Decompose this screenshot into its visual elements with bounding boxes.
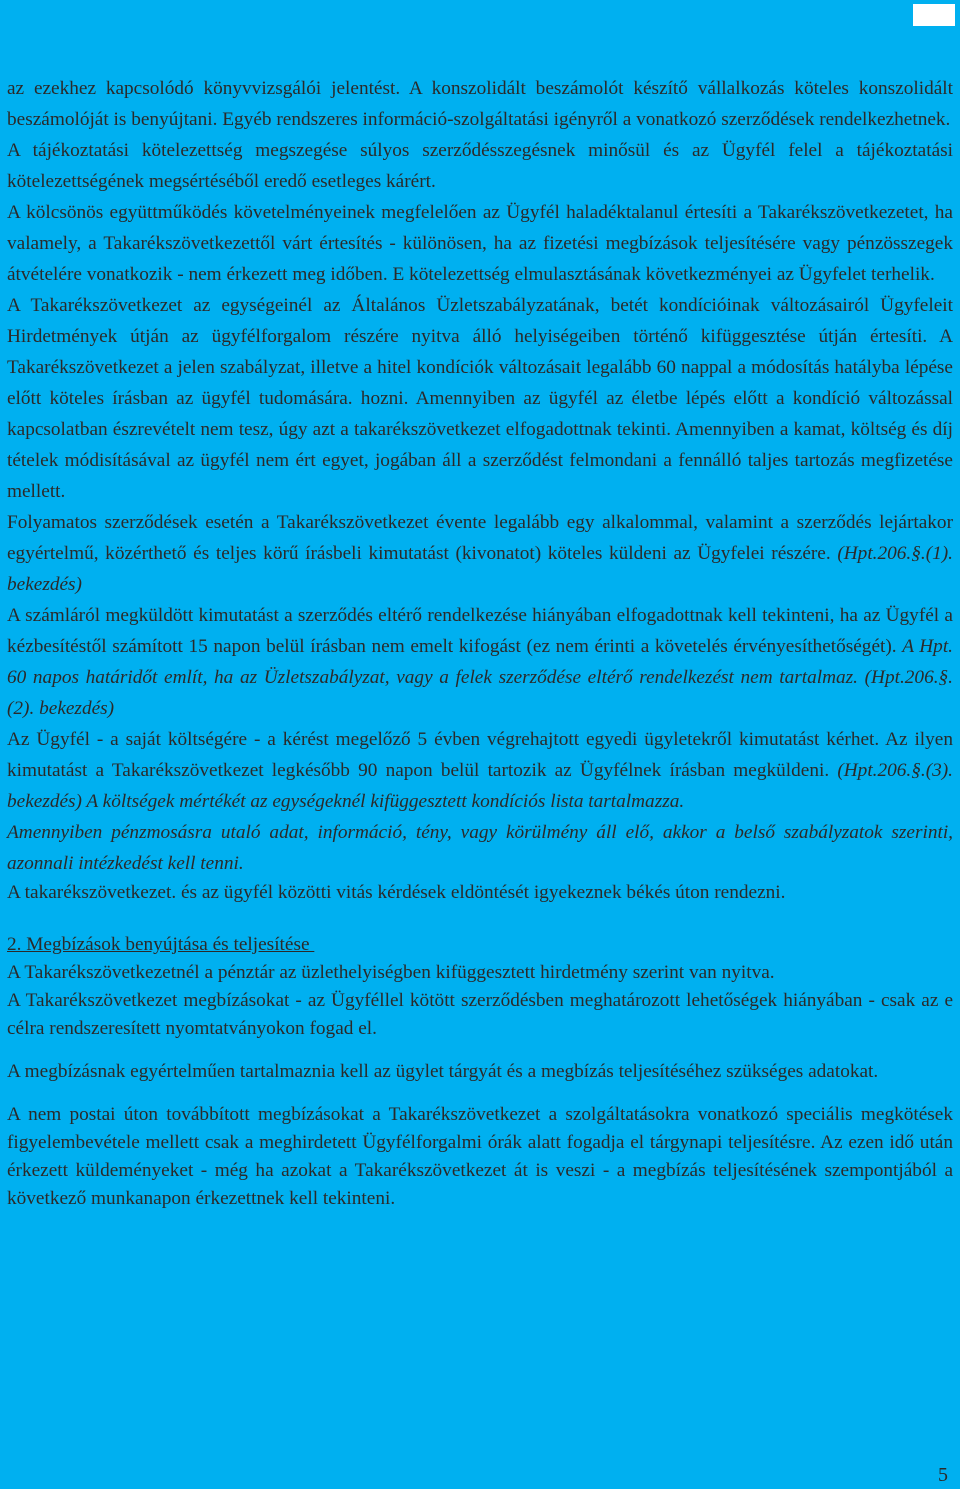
acceptance-text: A számláról megküldött kimutatást a szerződés eltérő rendelkezése hiányában elfogadottnak kell tekinteni, ha az Ügyfél a kézbesítéstől számított 15 napon belül írásban nem emelt kifogást (ez nem érinti a követelés érvényesíthetőségét). [7,605,953,657]
paragraph-transaction-statement [7,724,953,817]
paragraph-conditions-change: A Takarékszövetkezet az egységeinél az Általános Üzletszabályzatának, betét kondícióinak változásairól Ügyfeleit Hirdetmények útján az ügyfélforgalom részére nyitva álló helyiségeiben történő kifüggesztése útján értesíti. A Takarékszövetkezet a jelen szabályzat, illetve a hitel kondíciók változásait legalább 60 nappal a módosítás hatályba lépése előtt köteles írásban az ügyfél tudomására. hozni. Amennyiben az ügyfél az életbe lépés előtt a kondíció változással kapcsolatban észrevételt nem tesz, úgy azt a takarékszövetkezet elfogadottnak tekinti. Amennyiben a kamat, költség és díj tételek módisításával az ügyfél nem ért egyet, jogában áll a szerződést felmondani a fennálló taljes tartozás megfizetése mellett. [7,295,953,502]
document-body [7,73,953,1213]
section-heading: 2. Megbízások benyújtása és teljesítése [7,934,315,955]
corner-box [913,4,955,26]
paragraph-order-acceptance: A nem postai úton továbbított megbízásokat a Takarékszövetkezet a szolgáltatásokra vonatkozó speciális megkötések figyelembevétele mellett csak a meghirdetett Ügyfélforgalmi órák alatt fogadja el tárgynapi teljesítésre. Az ezen idő után érkezett küldeményeket - még ha azokat a Takarékszövetkezet át is veszi - a megbízás teljesítésének szempontjából a következő munkanapon érkezettnek kell tekinteni. [7,1104,953,1209]
transaction-reference: (Hpt.206.§.(3). bekezdés) A költségek mértékét az egységeknél kifüggesztett kondíciós lista tartalmazza. [7,760,953,812]
paragraph-cashier-hours: A Takarékszövetkezetnél a pénztár az üzlethelyiségben kifüggesztett hirdetmény szerint van nyitva. [7,962,775,983]
paragraph-information-duty: A tájékoztatási kötelezettség megszegése súlyos szerződésszegésnek minősül és az Ügyfél felel a tájékoztatási kötelezettségének megsértéséből eredő esetleges kárért. [7,140,953,192]
statements-reference: (Hpt.206.§.(1). bekezdés) [7,543,953,595]
paragraph-order-content: A megbízásnak egyértelműen tartalmaznia kell az ügylet tárgyát és a megbízás teljesítéséhez szükséges adatokat. [7,1061,879,1082]
paragraph-cooperation: A kölcsönös együttműködés követelményeinek megfelelően az Ügyfél haladéktalanul értesíti a Takarékszövetkezetet, ha valamely, a Takarékszövetkezettől várt értesítés - különösen, ha az fizetési megbízások teljesítésére vagy pénzösszegek átvételére vonatkozik - nem érkezett meg időben. E kötelezettség elmulasztásának következményei az Ügyfelet terhelik. [7,202,953,285]
paragraph-money-laundering: Amennyiben pénzmosásra utaló adat, információ, tény, vagy körülmény áll elő, akkor a belső szabályzatok szerinti, azonnali intézkedést kell tenni. [7,822,953,874]
paragraph-order-forms: A Takarékszövetkezet megbízásokat - az Ügyféllel kötött szerződésben meghatározott lehetőségek hiányában - csak az e célra rendszeresített nyomtatványokon fogad el. [7,990,953,1039]
page-number: 5 [938,1464,948,1486]
acceptance-reference: A Hpt. 60 napos határidőt említ, ha az Üzletszabályzat, vagy a felek szerződése eltérő rendelkezést nem tartalmaz. (Hpt.206.§.(2). bekezdés) [7,636,953,719]
paragraph-statement-acceptance [7,600,953,724]
paragraph-statements [7,507,953,600]
paragraph-disputes: A takarékszövetkezet. és az ügyfél közötti vitás kérdések eldöntését igyekeznek békés úton rendezni. [7,882,786,903]
transaction-text: Az Ügyfél - a saját költségére - a kérést megelőző 5 évben végrehajtott egyedi ügyletekről kimutatást kérhet. Az ilyen kimutatást a Takarékszövetkezet legkésőbb 90 napon belül tartozik az Ügyfélnek írásban megküldeni. [7,729,953,781]
statements-text: Folyamatos szerződések esetén a Takarékszövetkezet évente legalább egy alkalommal, valamint a szerződés lejártakor egyértelmű, közérthető és teljes körű írásbeli kimutatást (kivonatot) köteles küldeni az Ügyfelei részére. [7,512,953,564]
paragraph-reporting: az ezekhez kapcsolódó könyvvizsgálói jelentést. A konszolidált beszámolót készítő vállalkozás köteles konszolidált beszámolóját is benyújtani. Egyéb rendszeres információ-szolgáltatási igényről a vonatkozó szerződések rendelkezhetnek. [7,78,953,130]
